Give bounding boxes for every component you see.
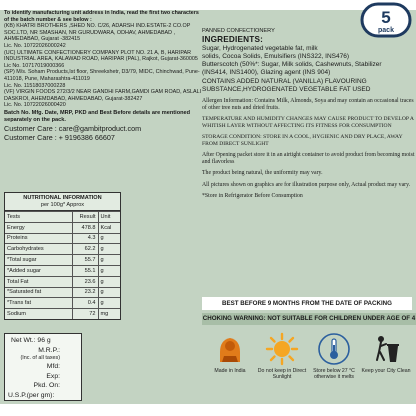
nutrient-unit: g xyxy=(98,244,120,255)
header-cell: Unit xyxy=(98,212,120,223)
sunlight-item xyxy=(256,332,308,380)
nutrient-name: *Total sugar xyxy=(5,255,72,266)
net-weight: Net Wt.: 96 g xyxy=(11,337,51,344)
ingredients-line: solids, Cocoa Solids, Emulsifiers (INS322, INS476) xyxy=(202,53,350,60)
dustbin-icon xyxy=(369,332,403,366)
pack-count: 5 xyxy=(381,8,391,27)
lion-emblem-icon xyxy=(214,332,246,366)
price-details-box xyxy=(4,333,82,401)
nutrient-unit: g xyxy=(98,255,120,266)
manufacturer-unit: (KB) KHATRI BROTHERS ,SHED NO. C/26, ADARSH IND.ESTATE-2 CO.OP SOC.LTD, NR SMASHAN, NR GURUDWARA, ODHAV, AHMEDABAD , AHMEDABAD, Gujarat -382415 xyxy=(4,23,191,43)
manufacturer-licence: Lic. No. 11518037000228 xyxy=(4,82,66,89)
ingredients-heading: INGREDIENTS: xyxy=(202,34,264,44)
sun-icon xyxy=(265,332,299,366)
table-row xyxy=(5,276,120,287)
nutrient-name: *Trans fat xyxy=(5,298,72,309)
table-row xyxy=(5,233,120,244)
allergen-info: Allergen Information: Contains Milk, Almonds, Soya and may contain an occasional traces of other tree nuts and dried fruits. xyxy=(202,98,414,112)
table-row xyxy=(5,244,120,255)
manufacturer-unit: (VF) VIRGIN FOODS 272/3/2 NEAR GANDHI FARM,GAMDI GAM ROAD, ASLALI DASKROI, AHEMDABAD, AHMEDABAD, Gujarat-382427 xyxy=(4,89,202,102)
nutrient-value: 23.2 xyxy=(72,287,98,298)
customer-care-phone: Customer Care : + 9196386 66607 xyxy=(4,132,115,142)
left-column xyxy=(4,10,204,142)
nutrient-name: Total Fat xyxy=(5,276,72,287)
usp-label: U.S.P.(per gm): xyxy=(8,391,55,399)
nutrient-value: 55.7 xyxy=(72,255,98,266)
nutrient-value: 72 xyxy=(72,309,98,320)
flavour-note: CONTAINS ADDED NATURAL (VANILLA) FLAVOURING xyxy=(202,77,367,85)
header-cell: Result xyxy=(72,212,98,223)
table-row xyxy=(5,222,120,233)
mrp-label: M.R.P.: xyxy=(38,346,60,354)
nutrient-value: 478.8 xyxy=(72,222,98,233)
right-column xyxy=(202,12,416,200)
nutrient-unit: mg xyxy=(98,309,120,320)
refrigerator-note: *Store in Refrigerator Before Consumption xyxy=(202,192,303,199)
nutrition-title: NUTRITIONAL INFORMATION xyxy=(23,195,102,201)
nutrient-name: Proteins xyxy=(5,233,72,244)
thermometer-icon xyxy=(317,332,351,366)
nutrient-value: 55.1 xyxy=(72,265,98,276)
icon-caption: Keep your City Clean xyxy=(361,368,411,374)
product-type: PANNED CONFECTIONERY xyxy=(202,28,275,34)
nutrient-name: Carbohydrates xyxy=(5,244,72,255)
icon-strip xyxy=(202,332,416,402)
temperature-item xyxy=(308,332,360,380)
tax-note: (Inc. of all taxes) xyxy=(20,355,60,362)
table-row xyxy=(5,265,120,276)
manufacturer-unit: (SP) M/s. Soham Products,Ist floor, Shreekshetr, D3/79, MIDC, Chinchwad, Pune-411018, Pune, Maharashtra-411019 xyxy=(4,69,200,82)
nutrient-unit: g xyxy=(98,233,120,244)
nutrient-unit: Kcal xyxy=(98,222,120,233)
best-before-banner: BEST BEFORE 9 MONTHS FROM THE DATE OF PACKING xyxy=(202,297,412,310)
icon-caption: Made in India xyxy=(214,368,246,374)
nutrient-name: Energy xyxy=(5,222,72,233)
icon-caption: Do not keep in Direct Sunlight xyxy=(257,368,307,380)
nutrient-value: 0.4 xyxy=(72,298,98,309)
choking-warning-banner: CHOKING WARNING: NOT SUITABLE FOR CHILDREN UNDER AGE OF 4 xyxy=(202,313,416,325)
after-opening-note: After Opening packet store it in an airtight container to avoid product from becoming moist and flavorless xyxy=(202,152,415,166)
nutrient-name: *Saturated fat xyxy=(5,287,72,298)
ingredients-line: Butterscotch (50%*: Sugar, Milk solids, Cashewnuts, Stabilizer xyxy=(202,61,382,69)
bottom-edge xyxy=(0,404,416,416)
nutrient-unit: g xyxy=(98,265,120,276)
nutrition-table xyxy=(4,192,121,320)
ingredients-line: Sugar, Hydrogenated vegetable fat, milk xyxy=(202,44,318,52)
nutrient-value: 62.2 xyxy=(72,244,98,255)
nutrient-name: Sodium xyxy=(5,309,72,320)
nutrition-subtitle: per 100g* Approx xyxy=(5,202,120,211)
header-cell: Tests xyxy=(5,212,72,223)
nutrient-name: *Added sugar xyxy=(5,265,72,276)
storage-condition: STORAGE CONDITION: STORE IN A COOL, HYGIENIC AND DRY PLACE, AWAY FROM DIRECT SUNLIGHT xyxy=(202,134,403,148)
clean-city-item xyxy=(360,332,412,374)
batch-note: Batch No. Mfg. Date, MRP, PKD and Best Before details are mentioned separately on the pack. xyxy=(4,109,191,123)
icon-caption: Store below 27 °C otherwise it melts xyxy=(313,368,355,380)
mfd-label: Mfd: xyxy=(46,363,60,371)
top-edge xyxy=(0,0,416,10)
natural-product-note: The product being natural, the uniformity may vary. xyxy=(202,170,323,177)
manufacturer-heading: To identify manufacturing unit address in India, read the first two characters of the batch number & see below : xyxy=(4,10,199,23)
manufacturer-licence: Lic. No. 10722026000420 xyxy=(4,102,66,109)
table-row xyxy=(5,287,120,298)
table-row xyxy=(5,309,120,320)
five-pack-badge xyxy=(360,2,412,38)
table-row xyxy=(5,255,120,266)
ingredients-line: (INS414, INS1400), Glazing agent (INS 904) xyxy=(202,69,331,77)
nutrient-value: 4.3 xyxy=(72,233,98,244)
manufacturer-unit: (UC) ULTIMATE CONFECTIONERY COMPANY PLOT NO. 21 A, B, HARIPAR INDUSTRIAL AREA, KALAWAD ROAD, HARIPAR (PAL), Rajkot, Gujarat-360005 Lic No. 10717019000366 xyxy=(4,49,198,69)
flavour-note: SUBSTANCE,HYDROGENATED VEGETABLE FAT USED xyxy=(202,85,371,93)
customer-care-email: Customer Care : care@gambitproduct.com xyxy=(4,123,142,133)
nutrient-unit: g xyxy=(98,287,120,298)
nutrient-unit: g xyxy=(98,276,120,287)
pkd-label: Pkd. On: xyxy=(33,382,60,390)
table-row xyxy=(5,298,120,309)
nutrient-unit: g xyxy=(98,298,120,309)
made-in-india-item xyxy=(204,332,256,374)
exp-label: Exp: xyxy=(46,372,60,380)
nutrition-header-row xyxy=(5,212,120,223)
manufacturer-info xyxy=(4,10,204,109)
pack-label: pack xyxy=(378,27,394,34)
temperature-warning: TEMPERATURE AND HUMIDITY CHANGES MAY CAUSE PRODUCT TO DEVELOP A WHITISH LAYER WITHOUT AFFECTING ITS FITNESS FOR CONSUMPTION xyxy=(202,116,414,130)
nutrient-value: 23.6 xyxy=(72,276,98,287)
manufacturer-licence: Lic. No. 10722026000242 xyxy=(4,42,66,49)
graphics-note: All pictures shown on graphics are for illustration purpose only, Actual product may vary. xyxy=(202,181,411,188)
